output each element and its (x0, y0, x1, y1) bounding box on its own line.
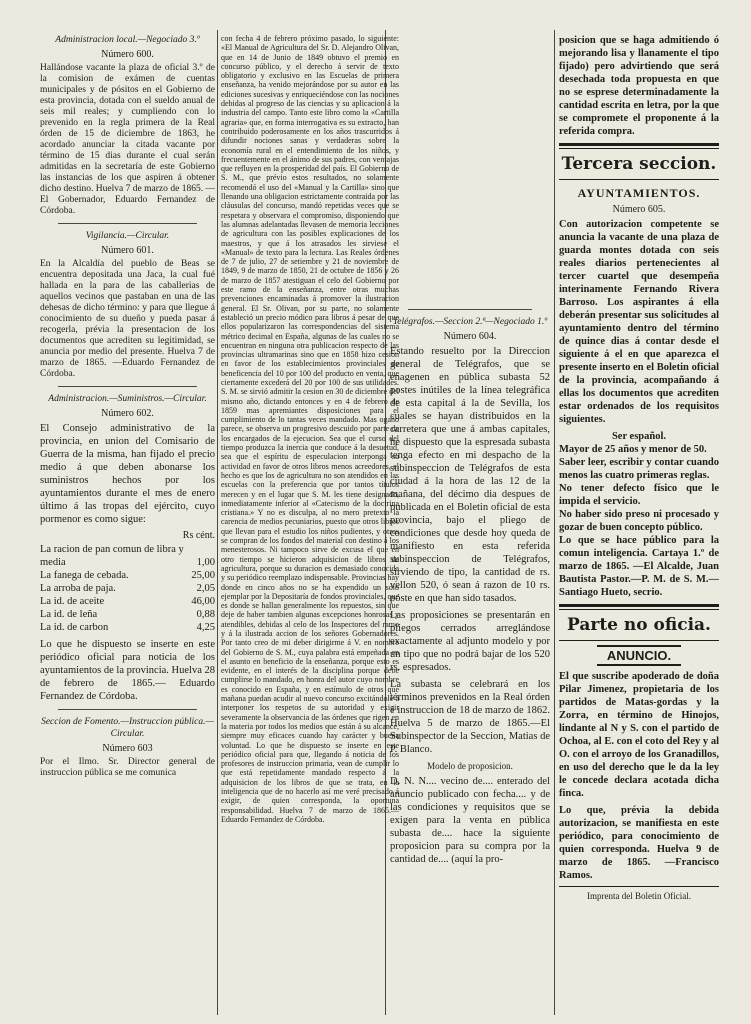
column-1 (40, 34, 215, 1019)
separator (58, 709, 197, 710)
section-rule (559, 143, 719, 146)
article-body: El Consejo administrativo de la provincia, en union del Comisario de Guerra de la misma, han fijado el precio medio á que deben abonarse los suministros hechos por los ayuntamientos durante el mes de enero último á las tropas del ejército, cuyo pormenor es como sigue: (40, 423, 215, 525)
article-body: posicion que se haga admitiendo ó mejorando lisa y llanamente el tipo fijado) pero advirtiendo que será desechada toda propuesta en que no se esprese determinadamente la cantidad escrita en letra, por la que se compromete el proponente á la referida compra. (559, 35, 719, 137)
table-row (40, 621, 215, 634)
column-2 (221, 34, 399, 1019)
anuncio-title: ANUNCIO. (597, 645, 681, 666)
article-body: Hallándose vacante la plaza de oficial 3.º de la comision de exámen de cuentas municipales y de pósitos en el Gobierno de esta provincia, dotada con el sueldo anual de seis mil reales; y cumpliendo con lo prevenido en la regla primera de la Real órden de 15 de diciembre de 1863, he acordado anunciar la citada vacante por término de 15 dias durante el cual serán admitidas en la secretaría de este Gobierno las instancias de los que aspiren á obtener dicho destino. Huelva 7 de marzo de 1865. —El Gobernador, Eduardo Fernandez de Córdoba. (40, 63, 215, 216)
article-body: Lo que se hace público para la comun inteligencia. Cartaya 1.º de marzo de 1865. —El Alcalde, Juan Bautista Pastor.—P. M. de S. M.— Santiago Hueto, secrio. (559, 535, 719, 598)
article-body: Con autorizacion competente se anuncia la vacante de una plaza de guarda montes dotada con seis reales diarios pertenecientes al tercer cuartel que desempeña interinamente Fernando Rivera Barroso. Los aspirantes á ella deberán presentar sus solicitudes al ayuntamiento dentro del término de quince dias á contar desde el siguiente á el en que aparezca el presente inserto en el Boletin oficial de la provincia, acompañando á ellas los documentos que acrediten estar ordenados de los requisitos siguientes. (559, 219, 719, 425)
article-body: La subasta se celebrará en los términos prevenidos en la Real órden é instruccion de 18 de marzo de 1862. Huelva 5 de marzo de 1865.—El Subinspector de la Seccion, Matias de P. Blanco. (390, 679, 550, 755)
table-intro: La racion de pan comun de libra y (40, 544, 184, 555)
section-title: Tercera seccion. (561, 154, 717, 174)
table-row (40, 569, 215, 582)
table-item: La fanega de cebada. (40, 570, 129, 581)
column-rule (217, 30, 218, 1015)
section-rule (559, 609, 719, 610)
separator (408, 309, 532, 310)
article-body: Las proposiciones se presentarán en pliegos cerrados arreglándose exactamente al adjunto modelo y por un tipo que no podrá bajar de los 520 rs. espresados. (390, 610, 550, 673)
article-body: Lo que, prévia la debida autorizacion, se manifiesta en este periódico, para conocimiento de quien corresponda. Huelva 9 de marzo de 1865. —Francisco Ramos. (559, 805, 719, 881)
table-item: La id. de carbon (40, 622, 109, 633)
footer-rule (559, 886, 719, 887)
requirement: No tener defecto físico que le impida el servicio. (559, 483, 719, 507)
table-value: 0,88 (196, 609, 215, 620)
part-title: Parte no oficia. (567, 615, 711, 635)
separator (58, 223, 197, 224)
requirement: Mayor de 25 años y menor de 50. (559, 444, 707, 455)
article-number: Número 602. (101, 408, 154, 419)
article-number: Número 605. (612, 204, 666, 215)
table-item: media (40, 557, 66, 568)
column-4 (559, 34, 719, 1019)
requirement: Ser español. (611, 431, 667, 442)
model-body: D. N. N.... vecino de.... enterado del anuncio publicado con fecha.... y de las condiciones y requisitos que se exigen para la venta en pública subasta de.... hace la siguiente proposicion para su compra por la cantidad de.... (aquí la pro- (390, 776, 550, 865)
column-3 (390, 34, 550, 1019)
table-value: 46,00 (191, 596, 215, 607)
article-number: Número 600. (101, 49, 154, 60)
article-header: Vigilancia.—Circular. (85, 231, 170, 241)
section-rule (559, 179, 719, 180)
separator (58, 386, 197, 387)
article-body: En la Alcaldía del pueblo de Beas se encuentra depositada una Jaca, la cual fué hallada en la para de las caballerias de aquellos vecinos que pastaban en una de las dehesas de dicho término: y para que llegue á conocimiento de su dueño y pueda pasar á recogerla, prévia la presentacion de los documentos que acrediten su legitimidad, se anuncia por medio del presente. Huelva 7 de marzo de 1865. —Eduardo Fernandez de Córdoba. (40, 259, 215, 379)
article-header: Administracion local.—Negociado 3.º (55, 35, 200, 45)
table-row (40, 608, 215, 621)
section-rule (559, 604, 719, 607)
table-row (40, 582, 215, 595)
article-body: Lo que he dispuesto se inserte en este periódico oficial para noticia de los ayuntamientos de la provincia. Huelva 28 de febrero de 1865.— Eduardo Fernandez de Córdoba. (40, 639, 215, 702)
table-row (40, 556, 215, 569)
price-table (40, 556, 215, 634)
article-body: con fecha 4 de febrero próximo pasado, lo siguiente: «El Manual de Agricultura del Sr. D. Alejandro Olivan, que en 14 de Junio de 1849 obtuvo el premio en concurso público, y el derecho á servir de texto obligatorio y exclusivo en las Escuelas de primera enseñanza, ha venido mejorándose por su autor en las ediciones sucesivas y enriqueciéndose con las nociones debidas al progreso de las ciencias y su aplicacion á la industria del campo. Tanto este libro como la «Cartilla agraria» que, en forma interrogativa es su extracto, han contribuido poderosamente en los años trascurridos á difundir nociones sanas y verdaderas sobre la economía rural en el entendimiento de los niños, y frecuentemente en el ánimo de sus padres, con ventajas que refluyen en la prosperidad del país. El Gobierno de S. M., que prévio estos resultados, no solamente recomendó el uso del «Manual y la Cartilla» sino que llenando una obligacion estrictamente contraida por las cláusulas del concurso, mandó repetidas veces que se respetara y observara el compromiso, disponiendo que las alumnas adelantadas llevasen de memoria lecciones de agricultura con las posibles explicaciones de los maestros, y que á los atrasados les sirviese el «Manual» de texto para la lectura. Las Reales órdenes de 7 de julio, 27 de setiembre y 21 de noviembre de 1849, 9 de marzo de 1850, 21 de octubre de 1856 y 26 de marzo de 1857 atestiguan el celo del Gobierno por este ramo de la enseñanza, entre otras muchas prevenciones encaminadas á promover la ilustracion general. El Sr. Olivan, por su parte, no solamente estableció un precio módico para libros á pesar de que ellos popularizaron las correspondencias del sistema métrico decimal en España, algunas de las cuales no se encuentran en ninguna otra publicacion respecto de las provincias ultramarinas sino que en 1858 hizo cesion en favor de los establecimientos provinciales de beneficencia del 10 por 100 del producto en venta, que ciertamente excederá del 20 por 100 de sus utilidades. S. M. se sirvió admitir la cesion en 30 de diciembre del mismo año, dictando entonces y en 4 de febrero de 1859 mas apremiantes disposiciones para el cumplimiento de lo tantas veces mandado. Mas ogaño parece, se observa un progresivo descuido por parte de los encargados de la ejecucion. Sea que el curso del tiempo produzca la inercia que conduce á la desuetud, sea que el espíritu de especulacion interponga su actividad en favor de otros libros menos acreedores, el hecho es que los de agricultura no son atendidos en las escuelas con la preferencia que por tantos títulos merecen y en el lugar que S. M. les tiene designado, inmediatamente inferior al «Catecismo de la doctrina cristiana.» Y no es disculpa, al no mero pretexto la carencia de medios pecuniarios, puesto que otros libros que llevan para el estudio los niños pudientes, y otros se compran de los fondos del material con destino á los menesterosos. Ni tampoco sirve de excusa el que en otro tiempo se hicieron adquisicion de libros de agricultura, porque su duracion es demasiado conocida y su periódico reemplazo indispensable. Provincias hay donde en cinco años no se ha expendido un solo ejemplar por la Depositaría de fondos provinciales, que es donde se hallan generalmente los repuestos, sin que deje de haber tambien algunas excepciones honrosas y atendibles, debidas al celo de los Inspectores del ramo y á la ilustrada accion de los señores Gobernadores. Por tanto creo de mi deber dirigirme á V. en nombre del Gobierno de S. M., cuya palabra está empeñada en el asunto en beneficio de la enseñanza, porque esto es evidente, en el interés de la disciplina porque debe cumplirse lo mandado, en honra del autor cuyo nombre es conocido en España, y en estímulo de otros que mañana puedan acudir al nuevo concurso excitándole á interponer los respetos de su autoridad y exigir severamente la observancia de las órdenes que rigen en la materia por todos los medios que están á su alcance, siempre muy eficaces cuando hay carácter y buena voluntad. Lo que he dispuesto se inserte en este periódico oficial para que, llegando á noticia de los profesores de instruccion primaria, vean de cumplir lo que está repetidamente mandado respecto á la adquisicion de los libros de que se trata, en la inteligencia que de no hacerlo así me veré precisado á exigir, de quien corresponda, la oportuna responsabilidad. Huelva 7 de marzo de 1865.—Eduardo Fernandez de Córdoba. (221, 34, 399, 824)
requirement: No haber sido preso ni procesado y gozar de buen concepto público. (559, 509, 719, 533)
table-value: 2,05 (196, 583, 215, 594)
table-value: 4,25 (196, 622, 215, 633)
article-header: Administracion.—Suministros.—Circular. (48, 394, 207, 404)
subsection-title: AYUNTAMIENTOS. (577, 186, 701, 200)
table-item: La id. de leña (40, 609, 98, 620)
section-rule (559, 148, 719, 149)
table-value: 1,00 (196, 557, 215, 568)
table-row (40, 595, 215, 608)
table-value: 25,00 (191, 570, 215, 581)
table-item: La arroba de paja. (40, 583, 116, 594)
requirement: Saber leer, escribir y contar cuando menos las cuatro primeras reglas. (559, 457, 719, 481)
article-number: Número 603 (102, 743, 153, 754)
imprint-footer: Imprenta del Boletin Oficial. (587, 891, 691, 901)
table-unit-header: Rs cént. (182, 530, 215, 541)
article-body: Por el Ilmo. Sr. Director general de instruccion pública se me comunica (40, 757, 215, 778)
article-body: Estando resuelto por la Direccion general de Telégrafos, que se enagenen en pública subasta 52 postes inútiles de la línea telegráfica de esta capital á la de Sevilla, los cuales se hayan distribuidos en la carretera que une á ambas capitales, he dispuesto que la espresada subasta tenga efecto en mi despacho de la subinspeccion de Telégrafos de esta ciudad á la hora de las 12 de la mañana, del décimo dia despues de publicada en el Boletin oficial de esta provincia, bajo el pliego de condiciones que desde hoy queda de manifiesto en esta referida subinspeccion de Telégrafos, sirviendo de tipo, la cantidad de rs. vellon 520, ó sean á razon de 10 rs. póste en que han sido tasados. (390, 346, 550, 604)
article-number: Número 604. (443, 331, 497, 342)
model-title: Modelo de proposicion. (427, 761, 513, 771)
section-rule (559, 640, 719, 641)
article-header: Telégrafos.—Seccion 2.ª—Negociado 1.º (392, 317, 548, 327)
table-item: La id. de aceite (40, 596, 105, 607)
article-body: El que suscribe apoderado de doña Pilar Jimenez, propietaria de los partidos de Matas-gordas y la Zorra, en término de Hinojos, lindante al N y S. con el partido de Ochoa, al E. con el coto del Rey y al O. con el arroyo de los Granadillos, en uso del derecho que le da la ley le concede declara acotada dicha finca. (559, 671, 719, 799)
column-rule (554, 30, 555, 1015)
article-number: Número 601. (101, 245, 154, 256)
article-header: Seccion de Fomento.—Instruccion pública.—Circular. (41, 717, 214, 739)
